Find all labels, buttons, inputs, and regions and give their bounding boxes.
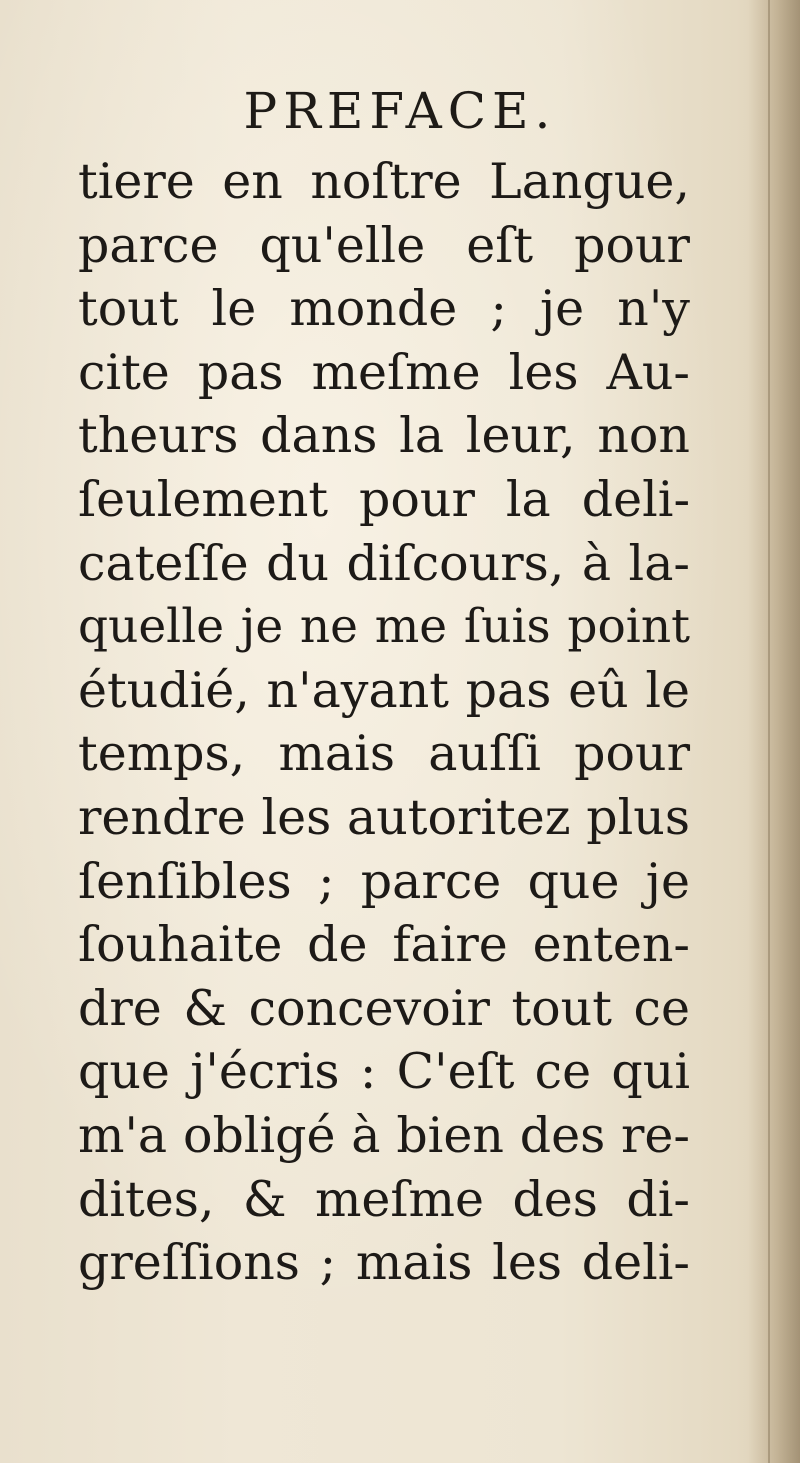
text-line: tiere en noſtre Langue, [78, 153, 690, 210]
text-line: ſouhaite de faire enten- [78, 916, 690, 974]
text-line: rendre les autoritez plus [78, 788, 690, 846]
text-line: que j'écris : C'eſt ce qui [78, 1043, 690, 1101]
text-line: temps, mais auſſi pour [78, 725, 690, 783]
text-line: quelle je ne me ſuis point [78, 599, 690, 655]
page-gutter-shadow [748, 0, 800, 1463]
text-line: m'a obligé à bien des re- [78, 1106, 690, 1164]
text-line: theurs dans la leur, non [78, 407, 690, 465]
text-line: parce qu'elle eſt pour [78, 216, 690, 274]
text-line: cite pas meſme les Au- [78, 343, 690, 401]
text-line: étudié, n'ayant pas eû le [78, 661, 690, 719]
page-edge [768, 0, 770, 1463]
body-text [78, 150, 690, 1295]
text-line: tout le monde ; je n'y [78, 280, 690, 338]
running-head: PREFACE. [243, 82, 557, 140]
text-line: dre & concevoir tout ce [78, 979, 690, 1037]
text-line: cateſſe du diſcours, à la- [78, 534, 690, 592]
text-line: ſeulement pour la deli- [78, 470, 690, 528]
text-line: ſenſibles ; parce que je [78, 852, 690, 910]
text-line: greſſions ; mais les deli- [78, 1234, 690, 1292]
text-line: dites, & meſme des di- [78, 1170, 690, 1228]
